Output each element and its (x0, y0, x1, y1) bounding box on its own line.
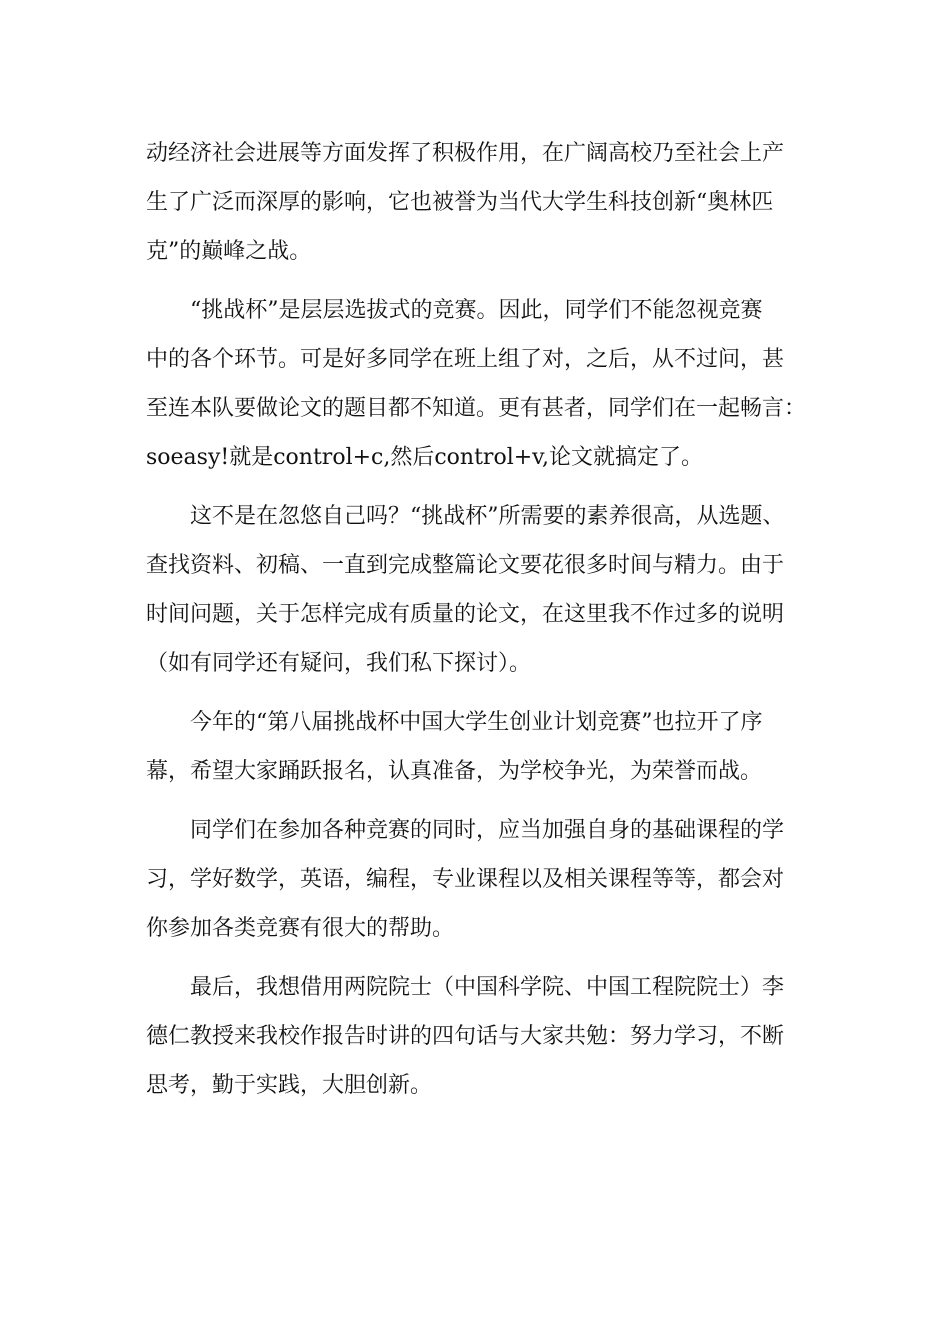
paragraph-gap (146, 796, 836, 806)
text-line: 查找资料、初稿、一直到完成整篇论文要花很多时间与精力。由于 (146, 553, 785, 578)
paragraph-3 (146, 492, 836, 688)
text-line: 同学们在参加各种竞赛的同时，应当加强自身的基础课程的学 (146, 818, 785, 843)
paragraph-4 (146, 698, 836, 796)
text-line: 思考，勤于实践，大胆创新。 (146, 1073, 433, 1098)
paragraph-gap (146, 953, 836, 963)
text-line: 生了广泛而深厚的影响，它也被誉为当代大学生科技创新“奥林匹 (146, 190, 774, 215)
paragraph-1 (146, 129, 836, 276)
text-line: soeasy!就是control+c,然后control+v,论文就搞定了。 (146, 445, 703, 470)
text-line: 动经济社会进展等方面发挥了积极作用，在广阔高校乃至社会上产 (146, 141, 785, 166)
text-line: 德仁教授来我校作报告时讲的四句话与大家共勉：努力学习，不断 (146, 1024, 785, 1049)
text-line: 克”的巅峰之战。 (146, 239, 312, 264)
paragraph-gap (146, 482, 836, 492)
text-line: 中的各个环节。可是好多同学在班上组了对，之后，从不过问，甚 (146, 347, 785, 372)
text-line: 你参加各类竞赛有很大的帮助。 (146, 916, 455, 941)
text-line: 最后，我想借用两院院士（中国科学院、中国工程院院士）李 (146, 975, 785, 1000)
text-line: 今年的“第八届挑战杯中国大学生创业计划竞赛”也拉开了序 (146, 710, 763, 735)
text-line: 幕，希望大家踊跃报名，认真准备，为学校争光，为荣誉而战。 (146, 759, 763, 784)
paragraph-2 (146, 286, 836, 482)
paragraph-gap (146, 276, 836, 286)
text-line: 这不是在忽悠自己吗？“挑战杯”所需要的素养很高，从选题、 (146, 504, 785, 529)
text-line: 时间问题，关于怎样完成有质量的论文，在这里我不作过多的说明 (146, 602, 785, 627)
text-line: 至连本队要做论文的题目都不知道。更有甚者，同学们在一起畅言： (146, 396, 807, 421)
document-body (146, 129, 836, 1110)
text-line: “挑战杯”是层层选拔式的竞赛。因此，同学们不能忽视竞赛 (146, 298, 763, 323)
paragraph-5 (146, 806, 836, 953)
paragraph-6 (146, 963, 836, 1110)
text-line: （如有同学还有疑问，我们私下探讨）。 (146, 651, 532, 676)
text-line: 习，学好数学，英语，编程，专业课程以及相关课程等等，都会对 (146, 867, 785, 892)
paragraph-gap (146, 688, 836, 698)
